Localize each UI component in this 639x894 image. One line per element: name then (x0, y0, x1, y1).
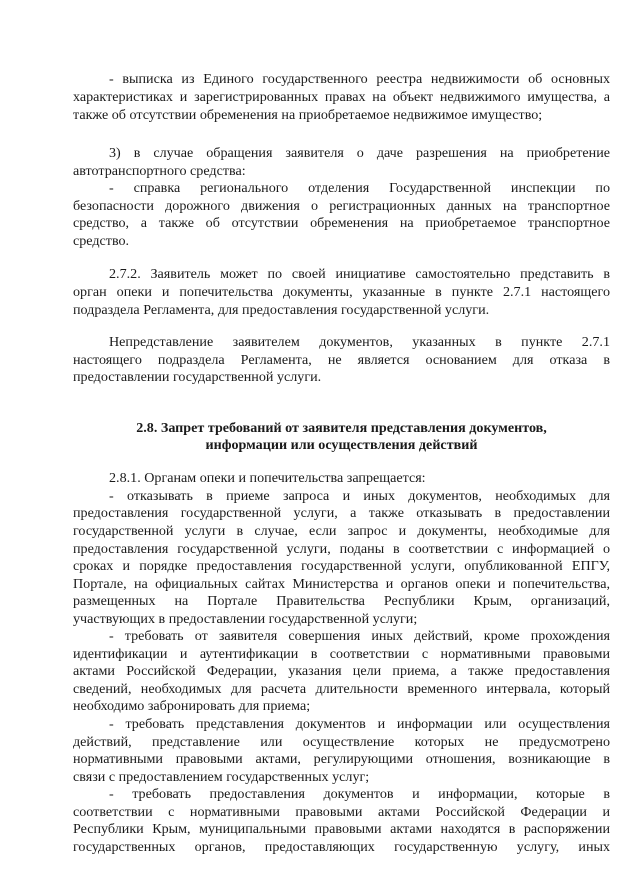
paragraph-line: - справка регионального отделения Государственной инспекции по (109, 180, 610, 196)
paragraph-line: подраздела Регламента, для предоставления государственной услуги. (73, 302, 490, 318)
paragraph-line: соответствии с нормативными правовыми актами Российской Федерации и (73, 804, 610, 820)
paragraph-line: размещенных на Портале Правительства Республики Крым, организаций, (73, 593, 610, 609)
paragraph-line: действий, представление или осуществление которых не предусмотрено (73, 734, 610, 750)
paragraph-line: средство. (73, 233, 130, 249)
paragraph-line: безопасности дорожного движения о регистрационных данных на транспортное (73, 198, 610, 214)
paragraph-line: характеристиках и зарегистрированных правах на объект недвижимого имущества, а (73, 89, 610, 105)
paragraph-line: - требовать представления документов и информации или осуществления (109, 716, 610, 732)
paragraph-line: предоставлении государственной услуги. (73, 369, 322, 385)
paragraph-line: Республики Крым, муниципальными правовыми актами находятся в распоряжении (73, 821, 610, 837)
paragraph-line: автотранспортного средства: (73, 163, 246, 179)
paragraph-line: предоставления государственной услуги, а также отказывать в предоставлении (73, 505, 610, 521)
paragraph-line: актами Российской Федерации, указания цели приема, а также предоставления (73, 663, 610, 679)
paragraph-line: орган опеки и попечительства документы, указанные в пункте 2.7.1 настоящего (73, 284, 610, 300)
section-heading: информации или осуществления действий (205, 437, 478, 453)
paragraph-line: сведений, необходимых для расчета длительности временного интервала, который (73, 681, 610, 697)
paragraph-line: - требовать от заявителя совершения иных действий, кроме прохождения (109, 628, 610, 644)
paragraph-line: предоставления государственной услуги, поданы в соответствии с информацией о (73, 541, 610, 557)
paragraph-line: участвующих в предоставлении государственной услуги; (73, 611, 418, 627)
paragraph-line: 2.7.2. Заявитель может по своей инициативе самостоятельно представить в (109, 266, 610, 282)
paragraph-line: 2.8.1. Органам опеки и попечительства запрещается: (109, 470, 426, 486)
paragraph-line: Портале, на официальных сайтах Министерства и органов опеки и попечительства, (73, 576, 610, 592)
paragraph-line: 3) в случае обращения заявителя о даче разрешения на приобретение (109, 145, 610, 161)
paragraph-line: идентификации и аутентификации в соответствии с нормативными правовыми (73, 646, 610, 662)
paragraph-line: средство, а также об отсутствии обременения на приобретаемое транспортное (73, 215, 610, 231)
paragraph-line: государственных органов, предоставляющих государственную услугу, иных (73, 839, 610, 855)
paragraph-line: Непредставление заявителем документов, указанных в пункте 2.7.1 (109, 334, 610, 350)
paragraph-line: нормативными правовыми актами, регулирующими отношения, возникающие в (73, 751, 610, 767)
paragraph-line: - выписка из Единого государственного реестра недвижимости об основных (109, 71, 610, 87)
paragraph-line: связи с предоставлением государственных услуг; (73, 769, 370, 785)
paragraph-line: необходимо забронировать для приема; (73, 698, 311, 714)
paragraph-line: государственной услуги в случае, если запрос и документы, необходимые для (73, 523, 610, 539)
paragraph-line: сроках и порядке предоставления государственной услуги, опубликованной ЕПГУ, (73, 558, 610, 574)
paragraph-line: также об отсутствии обременения на приобретаемое недвижимое имущество; (73, 107, 543, 123)
paragraph-line: настоящего подраздела Регламента, не является основанием для отказа в (73, 352, 610, 368)
paragraph-line: - отказывать в приеме запроса и иных документов, необходимых для (109, 488, 610, 504)
paragraph-line: - требовать предоставления документов и информации, которые в (109, 786, 610, 802)
section-heading: 2.8. Запрет требований от заявителя представления документов, (136, 420, 547, 436)
